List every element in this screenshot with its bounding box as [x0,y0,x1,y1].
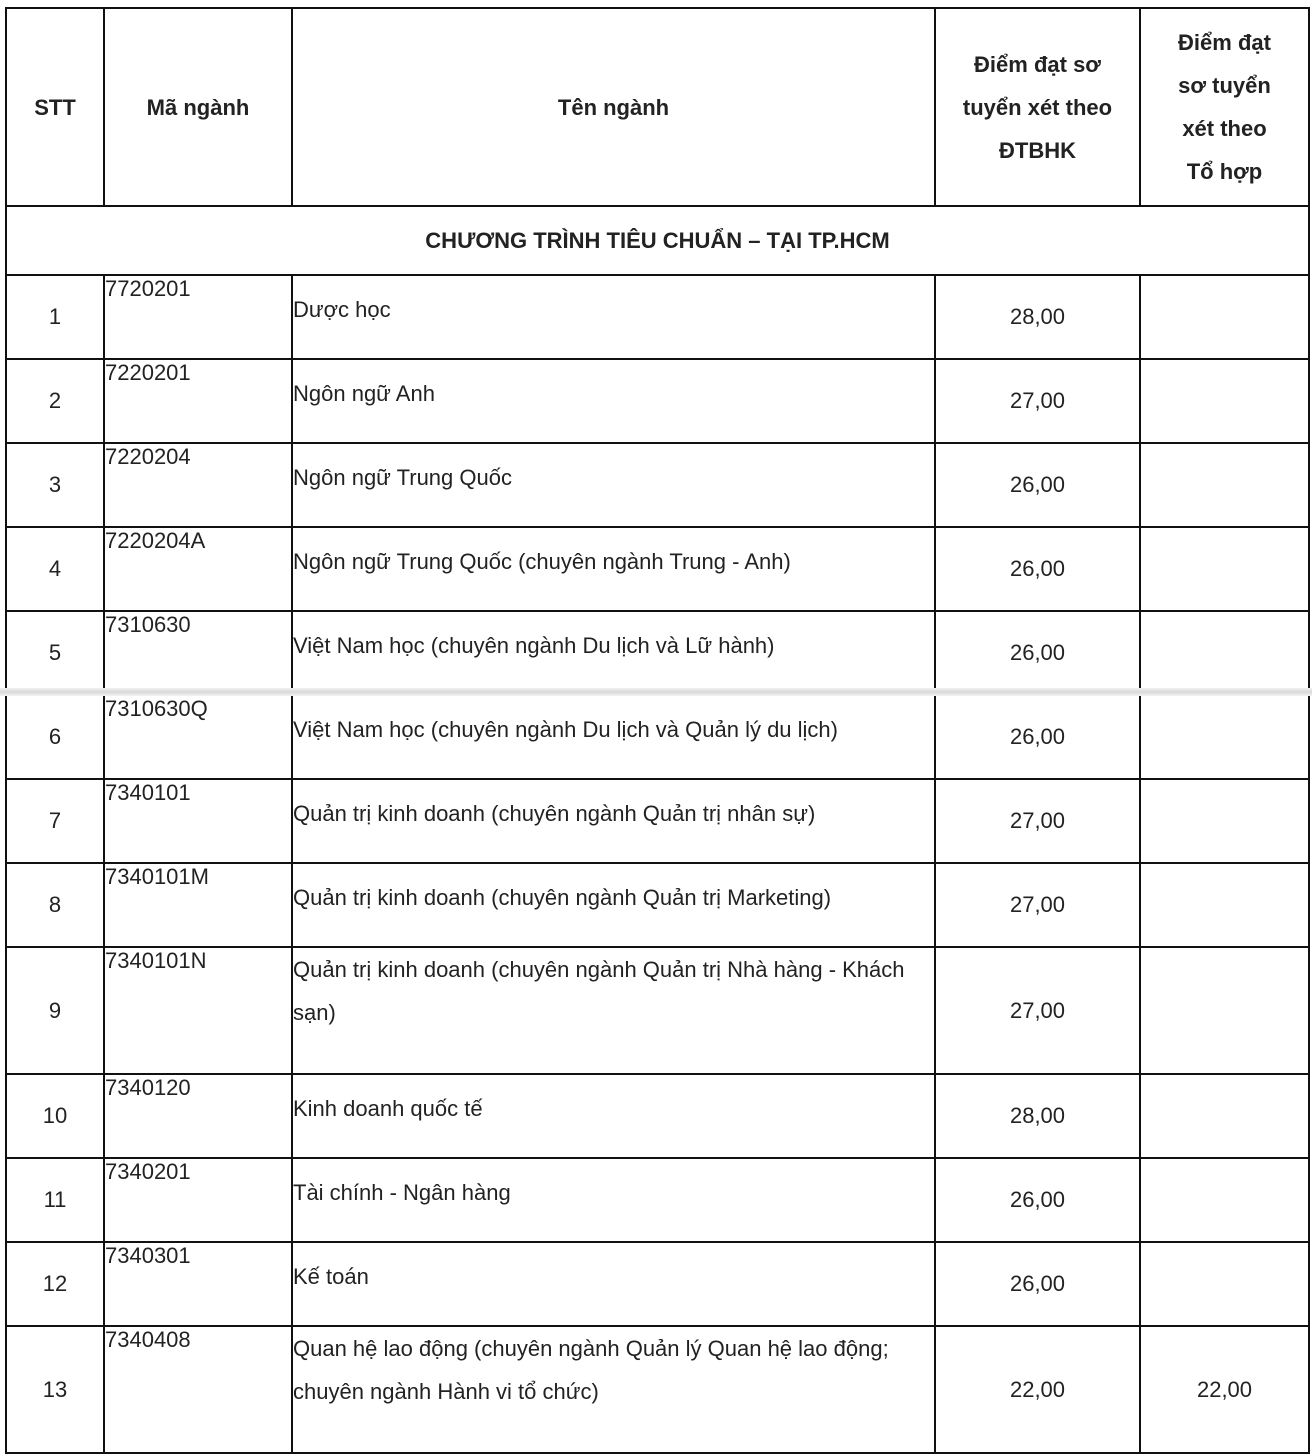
row-score-combo [1140,443,1309,527]
header-stt: STT [6,8,104,206]
table-row [6,443,1309,527]
row-score-gpa: 28,00 [935,1074,1140,1158]
row-score-combo [1140,695,1309,779]
row-score-combo [1140,863,1309,947]
row-code: 7720201 [104,275,292,359]
row-name: Tài chính - Ngân hàng [292,1158,935,1242]
header-score-combo-line: Điểm đạt [1178,30,1271,55]
table-row [6,695,1309,779]
row-code: 7220204A [104,527,292,611]
header-score-gpa-line: ĐTBHK [999,137,1076,163]
table-row [6,779,1309,863]
row-code: 7340301 [104,1242,292,1326]
row-stt: 8 [6,863,104,947]
row-name: Quan hệ lao động (chuyên ngành Quản lý Quan hệ lao động; chuyên ngành Hành vi tổ chức) [292,1326,935,1453]
row-code: 7220201 [104,359,292,443]
row-code: 7220204 [104,443,292,527]
row-stt: 12 [6,1242,104,1326]
row-score-gpa: 26,00 [935,695,1140,779]
header-score-combo-line: sơ tuyển [1178,73,1271,98]
row-code: 7340101M [104,863,292,947]
row-name: Ngôn ngữ Trung Quốc [292,443,935,527]
table-row [6,1158,1309,1242]
row-stt: 9 [6,947,104,1074]
row-stt: 3 [6,443,104,527]
table-header-row [6,8,1309,206]
row-code: 7310630 [104,611,292,695]
table-row [6,1242,1309,1326]
row-code: 7340408 [104,1326,292,1453]
row-score-combo [1140,947,1309,1074]
row-code: 7310630Q [104,695,292,779]
row-name: Quản trị kinh doanh (chuyên ngành Quản trị Marketing) [292,863,935,947]
table-row [6,947,1309,1074]
row-score-combo [1140,527,1309,611]
header-score-gpa [935,8,1140,206]
row-stt: 13 [6,1326,104,1453]
row-score-gpa: 22,00 [935,1326,1140,1453]
row-stt: 6 [6,695,104,779]
row-code: 7340101N [104,947,292,1074]
screenshot-seam-divider [0,688,1312,696]
header-code: Mã ngành [104,8,292,206]
header-score-combo-line: xét theo [1182,116,1267,141]
row-score-gpa: 28,00 [935,275,1140,359]
row-code: 7340120 [104,1074,292,1158]
row-score-combo [1140,275,1309,359]
row-name: Kinh doanh quốc tế [292,1074,935,1158]
row-name: Ngôn ngữ Anh [292,359,935,443]
row-name: Ngôn ngữ Trung Quốc (chuyên ngành Trung - Anh) [292,527,935,611]
row-score-gpa: 27,00 [935,947,1140,1074]
row-score-combo [1140,779,1309,863]
row-stt: 11 [6,1158,104,1242]
admission-score-table [5,7,1310,1454]
row-name: Việt Nam học (chuyên ngành Du lịch và Lữ hành) [292,611,935,695]
row-score-combo [1140,611,1309,695]
row-score-combo [1140,1074,1309,1158]
header-name: Tên ngành [292,8,935,206]
header-score-gpa-line: tuyển xét theo [962,94,1113,120]
row-name: Dược học [292,275,935,359]
section-row [6,206,1309,275]
table-row [6,1326,1309,1453]
row-score-gpa: 27,00 [935,779,1140,863]
row-stt: 10 [6,1074,104,1158]
table-row [6,359,1309,443]
header-score-combo-line: Tổ hợp [1186,159,1263,184]
table-row [6,1074,1309,1158]
table-row [6,863,1309,947]
row-name: Kế toán [292,1242,935,1326]
row-score-gpa: 27,00 [935,863,1140,947]
row-name: Việt Nam học (chuyên ngành Du lịch và Quản lý du lịch) [292,695,935,779]
row-code: 7340201 [104,1158,292,1242]
row-code: 7340101 [104,779,292,863]
table-row [6,527,1309,611]
row-name: Quản trị kinh doanh (chuyên ngành Quản trị nhân sự) [292,779,935,863]
header-score-gpa-line: Điểm đạt sơ [974,51,1101,77]
row-score-gpa: 27,00 [935,359,1140,443]
row-score-gpa: 26,00 [935,611,1140,695]
row-stt: 7 [6,779,104,863]
row-score-gpa: 26,00 [935,443,1140,527]
row-stt: 4 [6,527,104,611]
table-row [6,611,1309,695]
row-name: Quản trị kinh doanh (chuyên ngành Quản trị Nhà hàng - Khách sạn) [292,947,935,1074]
row-stt: 1 [6,275,104,359]
row-score-combo [1140,1242,1309,1326]
row-stt: 2 [6,359,104,443]
row-score-combo [1140,359,1309,443]
row-stt: 5 [6,611,104,695]
row-score-gpa: 26,00 [935,1242,1140,1326]
row-score-combo: 22,00 [1140,1326,1309,1453]
row-score-combo [1140,1158,1309,1242]
table-row [6,275,1309,359]
header-score-combo [1140,8,1309,206]
row-score-gpa: 26,00 [935,527,1140,611]
section-title: CHƯƠNG TRÌNH TIÊU CHUẨN – TẠI TP.HCM [6,206,1309,275]
row-score-gpa: 26,00 [935,1158,1140,1242]
